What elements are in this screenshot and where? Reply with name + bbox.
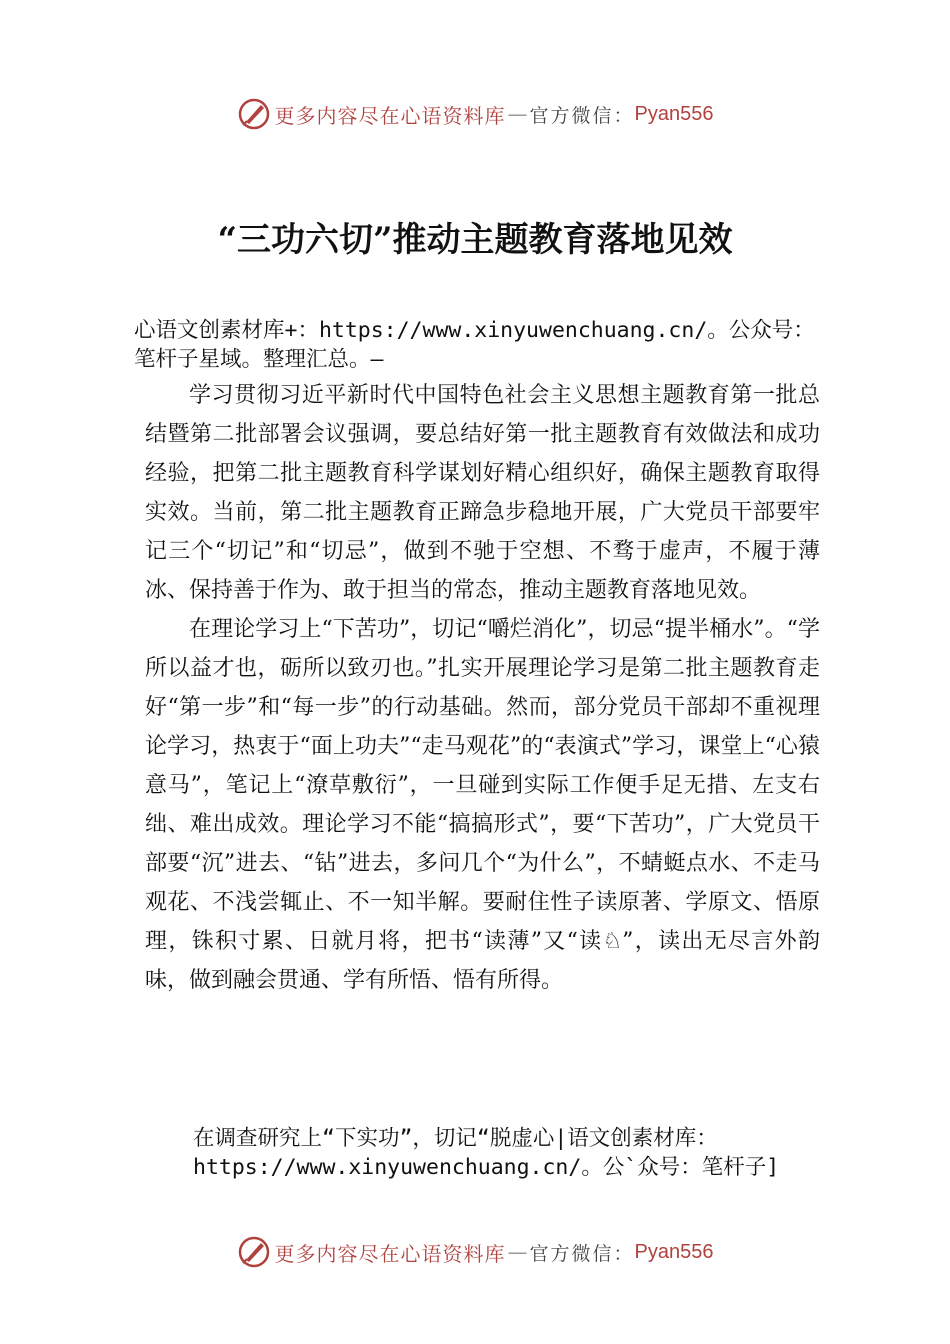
banner-wechat-label: 官方微信： — [529, 1242, 635, 1265]
tail-paragraph-fragment: 在调查研究上“下实功”，切记“脱虚心|语文创素材库：https://www.xinyuwenchuang.cn/。公`众号：笔杆子] — [193, 1126, 780, 1180]
banner-wechat-id: Pyan556 — [634, 102, 714, 125]
header-watermark-banner — [0, 94, 950, 134]
source-meta-line: 心语文创素材库+：https://www.xinyuwenchuang.cn/。公众号：笔杆子星域。整理汇总。— — [134, 318, 815, 372]
banner-wechat-id: Pyan556 — [634, 1240, 714, 1263]
banner-brand-text: 更多内容尽在心语资料库 — [274, 103, 506, 128]
document-title: “三功六切”推动主题教育落地见效 — [217, 220, 733, 260]
banner-dash: — — [507, 1240, 528, 1264]
footer-watermark-banner — [0, 1232, 950, 1272]
banner-dash: — — [507, 102, 528, 126]
quill-logo-icon — [237, 1235, 271, 1269]
banner-brand-text: 更多内容尽在心语资料库 — [274, 1241, 506, 1266]
paragraph: 在理论学习上“下苦功”，切记“嚼烂消化”，切忌“提半桶水”。“学所以益才也，砺所以致刃也。”扎实开展理论学习是第二批主题教育走好“第一步”和“每一步”的行动基础。然而，部分党员干部却不重视理论学习，热衷于“面上功夫”“走马观花”的“表演式”学习，课堂上“心猿意马”，笔记上“潦草敷衍”，一旦碰到实际工作便手足无措、左支右绌、难出成效。理论学习不能“搞搞形式”，要“下苦功”，广大党员干部要“沉”进去、“钻”进去，多问几个“为什么”，不蜻蜓点水、不走马观花、不浅尝辄止、不一知半解。要耐住性子读原著、学原文、悟原理，铢积寸累、日就月将，把书“读薄”又“读♘”，读出无尽言外韵味，做到融会贯通、学有所悟、悟有所得。 — [145, 617, 820, 993]
document-body — [145, 376, 820, 1000]
banner-wechat-label: 官方微信： — [529, 104, 635, 127]
quill-logo-icon — [237, 97, 271, 131]
paragraph: 学习贯彻习近平新时代中国特色社会主义思想主题教育第一批总结暨第二批部署会议强调，要总结好第一批主题教育有效做法和成功经验，把第二批主题教育科学谋划好精心组织好，确保主题教育取得实效。当前，第二批主题教育正蹄急步稳地开展，广大党员干部要牢记三个“切记”和“切忌”，做到不驰于空想、不骛于虚声，不履于薄冰、保持善于作为、敢于担当的常态，推动主题教育落地见效。 — [145, 383, 820, 603]
